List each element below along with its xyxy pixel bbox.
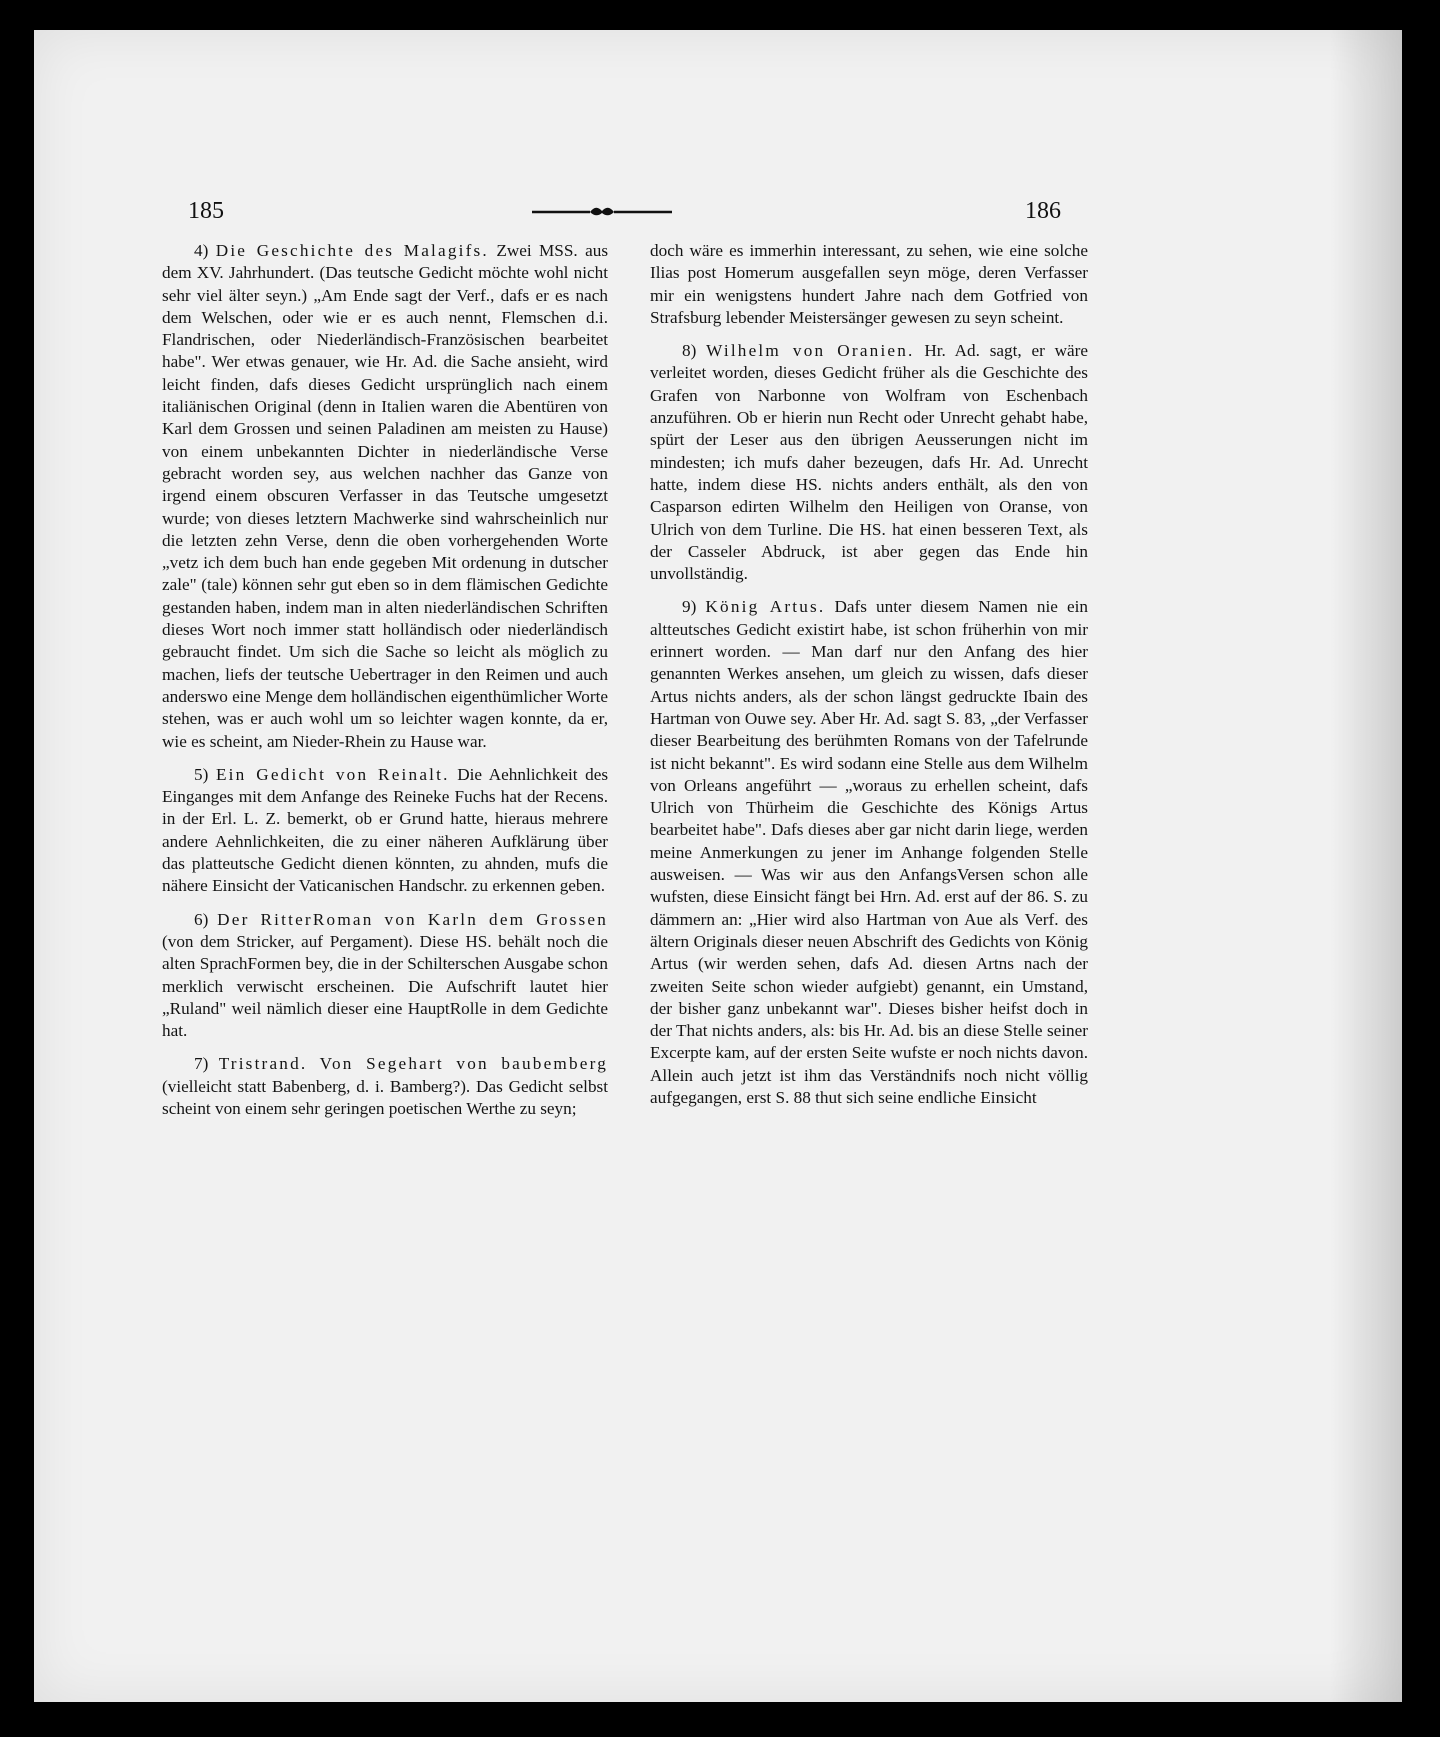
page-number-right: 186 bbox=[1025, 198, 1061, 224]
page-number-left: 185 bbox=[188, 198, 224, 224]
entry-8: 8) Wilhelm von Oranien. Hr. Ad. sagt, er wäre verleitet worden, dieses Gedicht früher als die Geschichte des Grafen von Narbonne von Wolfram von Eschenbach anzuführen. Ob er hierin nun Recht oder Unrecht gehabt habe, spürt der Leser aus den übrigen Aeusserungen nicht im mindesten; ich mufs daher bezeugen, dafs Hr. Ad. Unrecht hatte, indem diese HS. nichts anders enthält, als den von Casparson edirten Wilhelm den Heiligen von Oranse, von Ulrich von dem Turline. Die HS. hat einen besseren Text, als der Casseler Abdruck, ist aber gegen das Ende hin unvollständig. bbox=[650, 341, 1088, 584]
entry-4: 4) Die Geschichte des Malagifs. Zwei MSS. aus dem XV. Jahrhundert. (Das teutsche Gedicht möchte wohl nicht sehr viel älter seyn.) „Am Ende sagt der Verf., dafs er es nach dem Welschen, oder wie er es auch nennt, Flemschen d.i. Flandrischen, oder Niederländisch-Französischen bearbeitet habe". Wer etwas genauer, wie Hr. Ad. die Sache ansieht, wird leicht finden, dafs dieses Gedicht ursprünglich nach einem italiänischen Original (denn in Italien waren die Abentüren von Karl dem Grossen und seinen Paladinen am meisten zu Hause) von einem unbekannten Dichter in niederländische Verse gebracht worden sey, aus welchen nachher das Ganze von irgend einem obscuren Verfasser in das Teutsche umgesetzt wurde; von dieses letztern Machwerke sind wahrscheinlich nur die letzten zehn Verse, denn die oben vorhergehenden Worte „vetz ich dem buch han ende gegeben Mit ordenung in dutscher zale" (tale) können sehr gut eben so in dem flämischen Gedichte gestanden haben, indem man in alten niederländischen Schriften dieses Wort noch immer statt holländisch oder niederländisch gebraucht findet. Um sich die Sache so leicht als möglich zu machen, liefs der teutsche Uebertrager in den Reimen und auch anderswo eine Menge dem holländischen eigenthümlicher Worte stehen, was er auch wohl um so leichter wagen konnte, da er, wie es scheint, am Nieder-Rhein zu Hause war. bbox=[162, 241, 609, 751]
left-column bbox=[162, 240, 608, 1131]
right-column bbox=[650, 240, 1088, 1120]
entry-5: 5) Ein Gedicht von Reinalt. Die Aehnlichkeit des Einganges mit dem Anfange des Reineke Fuchs hat der Recens. in der Erl. L. Z. bemerkt, ob er Grund hatte, hieraus mehrere andere Aehnlichkeiten, die zu einer näheren Aufklärung über das platteutsche Gedicht dienen könnten, zu ahnden, mufs die nähere Einsicht der Vaticanischen Handschr. zu erkennen geben. bbox=[162, 764, 609, 896]
entry-7: 7) Tristrand. Von Segehart von baubemberg (vielleicht statt Babenberg, d. i. Bamberg?). Das Gedicht selbst scheint von einem sehr geringen poetischen Werthe zu seyn; bbox=[162, 1054, 609, 1118]
page-fold-shadow bbox=[1330, 30, 1402, 1702]
entry-9: 9) König Artus. Dafs unter diesem Namen nie ein altteutsches Gedicht existirt habe, ist schon früherhin von mir erinnert worden. — Man darf nur den Anfang des hier genannten Werkes ansehen, um gleich zu wissen, dafs dieser Artus nichts anders, als der schon längst gedruckte Ibain des Hartman von Ouwe sey. Aber Hr. Ad. sagt S. 83, „der Verfasser dieser Bearbeitung des berühmten Romans von der Tafelrunde ist nicht bekannt". Es wird sodann eine Stelle aus dem Wilhelm von Orleans angeführt — „woraus zu erhellen scheint, dafs Ulrich von Thürheim die Geschichte des Königs Artus bearbeitet habe". Dafs dieses aber gar nicht darin liege, werden meine Anmerkungen zu jener im Anhange folgenden Stelle ausweisen. — Was wir aus den AnfangsVersen schon alle wufsten, diese Einsicht fängt bei Hrn. Ad. erst auf der 86. S. zu dämmern an: „Hier wird also Hartman von Aue als Verf. des ältern Originals dieser neuen Abschrift des Gedichts von König Artus (wir werden sehen, dafs Ad. diesen Artns nach der zweiten Seite schon wieder aufgiebt) genannt, ein Umstand, der bisher ganz unbekannt war". Dieses bisher heifst doch in der That nichts anders, als: bis Hr. Ad. bis an diese Stelle seiner Excerpte kam, auf der ersten Seite wufste er noch nichts davon. Allein auch jetzt ist ihm das Verständnifs noch nicht völlig aufgegangen, erst S. 88 thut sich seine endliche Einsicht bbox=[650, 597, 1089, 1107]
entry-6: 6) Der RitterRoman von Karln dem Grossen (von dem Stricker, auf Pergament). Diese HS. behält noch die alten SprachFormen bey, die in der Schilterschen Ausgabe schon merklich verwischt erscheinen. Die Aufschrift lautet hier „Ruland" weil nämlich dieser eine HauptRolle in dem Gedichte hat. bbox=[162, 909, 608, 1041]
entry-7-continued: doch wäre es immerhin interessant, zu sehen, wie eine solche Ilias post Homerum ausgefallen seyn möge, deren Verfasser mir ein wenigstens hundert Jahre nach dem Gotfried von Strafsburg lebender Meistersänger gewesen zu seyn scheint. bbox=[650, 241, 1088, 327]
header-rule-ornament bbox=[532, 202, 672, 220]
